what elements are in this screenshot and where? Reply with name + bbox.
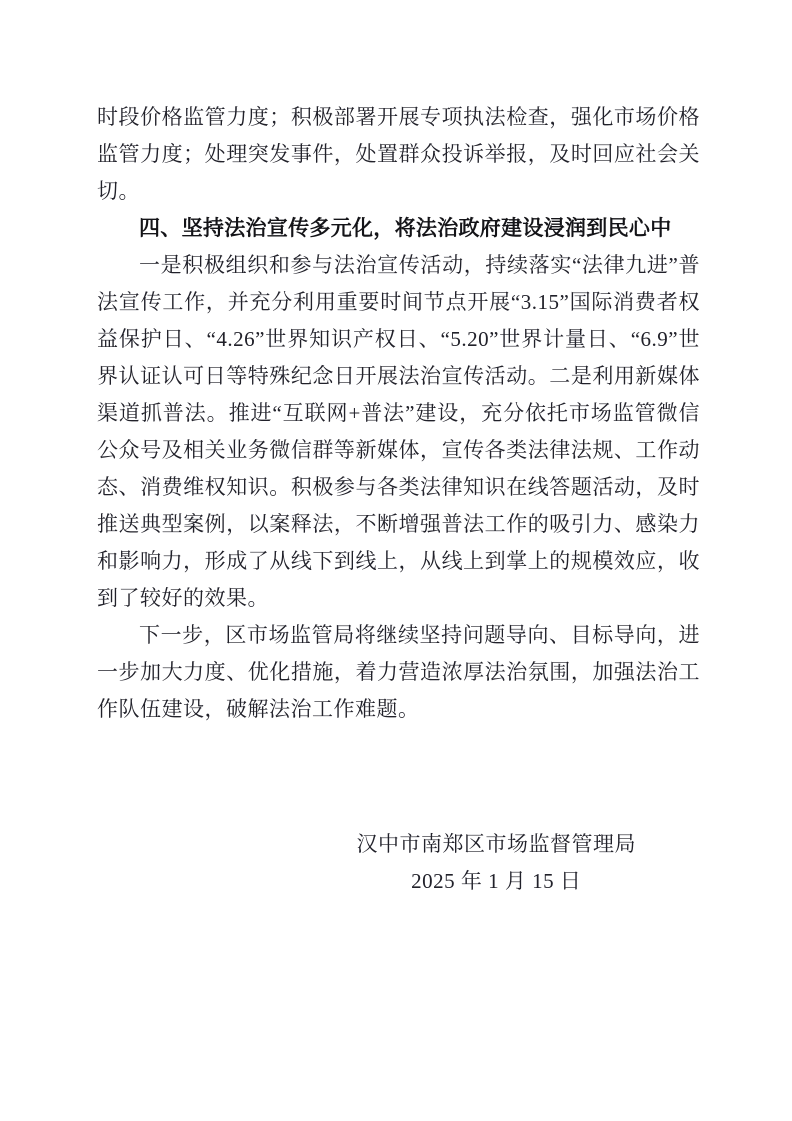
signature-block (357, 826, 637, 900)
signature-date: 2025 年 1 月 15 日 (411, 869, 582, 893)
section-heading: 四、坚持法治宣传多元化，将法治政府建设浸润到民心中 (139, 217, 672, 240)
paragraph-body-1: 一是积极组织和参与法治宣传活动，持续落实“法律九进”普法宣传工作，并充分利用重要时间节点开展“3.15”国际消费者权益保护日、“4.26”世界知识产权日、“5.20”世界计量日、“6.9”世界认证认可日等特殊纪念日开展法治宣传活动。二是利用新媒体渠道抓普法。推进“互联网+普法”建设，充分依托市场监管微信公众号及相关业务微信群等新媒体，宣传各类法律法规、工作动态、消费维权知识。积极参与各类法律知识在线答题活动，及时推送典型案例，以案释法，不断增强普法工作的吸引力、感染力和影响力，形成了从线下到线上，从线上到掌上的规模效应，收到了较好的效果。 (97, 253, 700, 610)
document-body (97, 0, 700, 900)
signature-organization: 汉中市南郑区市场监督管理局 (356, 832, 636, 856)
paragraph-continuation: 时段价格监管力度；积极部署开展专项执法检查，强化市场价格监管力度；处理突发事件，处置群众投诉举报，及时回应社会关切。 (97, 105, 700, 203)
paragraph-body-2: 下一步，区市场监管局将继续坚持问题导向、目标导向，进一步加大力度、优化措施，着力营造浓厚法治氛围，加强法治工作队伍建设，破解法治工作难题。 (97, 623, 700, 721)
